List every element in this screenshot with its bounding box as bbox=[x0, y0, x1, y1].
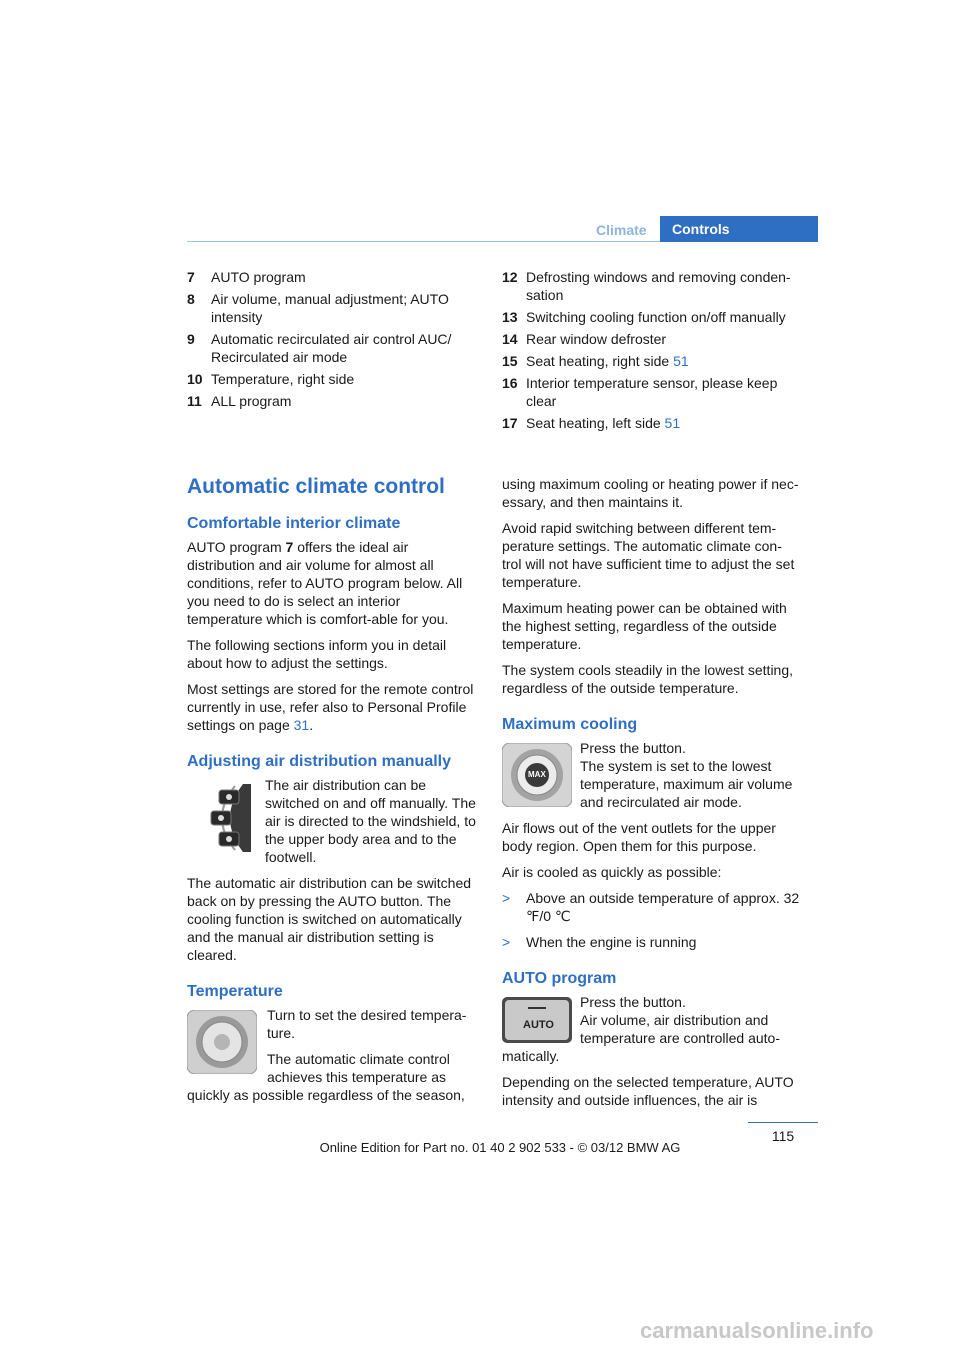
page-link[interactable]: 51 bbox=[673, 353, 689, 369]
page-number: 115 bbox=[771, 1128, 795, 1144]
auto-button-label: AUTO bbox=[523, 1019, 554, 1031]
paragraph: The automatic air distribution can be switched back on by pressing the AUTO button. The cooling function is switched on automatically and the manual air distribution setting is cleared. bbox=[187, 875, 472, 963]
paragraph: The system is set to the lowest temperature, maximum air volume and recirculated air mode. bbox=[580, 758, 793, 810]
max-button-image bbox=[502, 743, 572, 807]
paragraph: The automatic climate control achieves this temperature as quickly as possible regardless of the season, bbox=[187, 1051, 465, 1103]
paragraph: Air is cooled as quickly as possible: bbox=[502, 864, 722, 880]
legend-item: 9 Automatic recirculated air control AUC/ Recirculated air mode bbox=[187, 331, 452, 365]
paragraph: Maximum heating power can be obtained with the highest setting, regardless of the outside temperature. bbox=[502, 600, 787, 652]
paragraph: Press the button. bbox=[580, 994, 686, 1010]
paragraph: The system cools steadily in the lowest setting, regardless of the outside temperature. bbox=[502, 662, 794, 696]
paragraph: Press the button. bbox=[580, 740, 686, 756]
main-heading: Automatic climate control bbox=[187, 475, 445, 498]
max-button-label: MAX bbox=[528, 770, 546, 779]
legend-item: 17 Seat heating, left side 51 bbox=[502, 415, 681, 431]
left-column bbox=[187, 474, 479, 1112]
paragraph: Depending on the selected temperature, AUTO intensity and outside influences, the air is bbox=[502, 1074, 794, 1108]
right-column bbox=[502, 475, 800, 1117]
air-distribution-buttons-image bbox=[187, 780, 255, 856]
paragraph: Avoid rapid switching between different tem-perature settings. The automatic climate con-trol will not have sufficient time to adjust the set temperature. bbox=[502, 520, 795, 590]
paragraph: AUTO program 7 offers the ideal air distribution and air volume for almost all conditions, refer to AUTO program below. All you need to do is select an interior temperature which is comfort-able for you. bbox=[187, 539, 463, 627]
legend-left bbox=[187, 268, 475, 414]
legend-item: 8 Air volume, manual adjustment; AUTO intensity bbox=[187, 291, 449, 325]
legend-item: 12 Defrosting windows and removing conden-sation bbox=[502, 269, 791, 303]
temperature-knob-image bbox=[187, 1010, 257, 1074]
paragraph: Air volume, air distribution and temperature are controlled auto-matically. bbox=[502, 1012, 780, 1064]
footer-rule bbox=[748, 1122, 818, 1123]
tab-controls: Controls bbox=[660, 216, 818, 242]
section-heading: AUTO program bbox=[502, 970, 617, 987]
page-link[interactable]: 31 bbox=[293, 717, 310, 733]
legend-item: 15 Seat heating, right side 51 bbox=[502, 353, 689, 369]
bullet-item: > When the engine is running bbox=[502, 934, 697, 950]
legend-item: 11 ALL program bbox=[187, 393, 292, 409]
watermark: carmanualsonline.info bbox=[640, 1318, 874, 1343]
paragraph: The air distribution can be switched on and off manually. The air is directed to the windshield, to the upper body area and to the footwell. bbox=[265, 777, 476, 865]
page-link[interactable]: 51 bbox=[664, 415, 681, 431]
bullet-arrow-icon: > bbox=[502, 890, 511, 906]
paragraph: The following sections inform you in detail about how to adjust the settings. bbox=[187, 637, 447, 671]
legend-item: 14 Rear window defroster bbox=[502, 331, 667, 347]
legend-item: 7 AUTO program bbox=[187, 269, 306, 285]
section-heading: Maximum cooling bbox=[502, 716, 638, 733]
bullet-arrow-icon: > bbox=[502, 934, 511, 950]
paragraph: using maximum cooling or heating power if nec-essary, and then maintains it. bbox=[502, 476, 799, 510]
edition-note: Online Edition for Part no. 01 40 2 902 533 - © 03/12 BMW AG bbox=[319, 1140, 681, 1155]
tab-climate: Climate bbox=[596, 222, 647, 238]
legend-item: 10 Temperature, right side bbox=[187, 371, 355, 387]
paragraph: Most settings are stored for the remote control currently in use, refer also to Personal Profile settings on page 31. bbox=[187, 681, 474, 733]
auto-button-image bbox=[502, 997, 572, 1043]
section-heading: Adjusting air distribution manually bbox=[187, 753, 452, 770]
legend-item: 16 Interior temperature sensor, please keep clear bbox=[502, 375, 778, 409]
bullet-item: > Above an outside temperature of approx. 32 ℉/0 ℃ bbox=[502, 890, 800, 924]
section-heading: Comfortable interior climate bbox=[187, 515, 401, 532]
paragraph: Turn to set the desired tempera-ture. bbox=[267, 1007, 467, 1041]
legend-right bbox=[502, 268, 802, 436]
paragraph: Air flows out of the vent outlets for the upper body region. Open them for this purpose. bbox=[502, 820, 776, 854]
legend-item: 13 Switching cooling function on/off manually bbox=[502, 309, 786, 325]
section-heading: Temperature bbox=[187, 983, 283, 1000]
